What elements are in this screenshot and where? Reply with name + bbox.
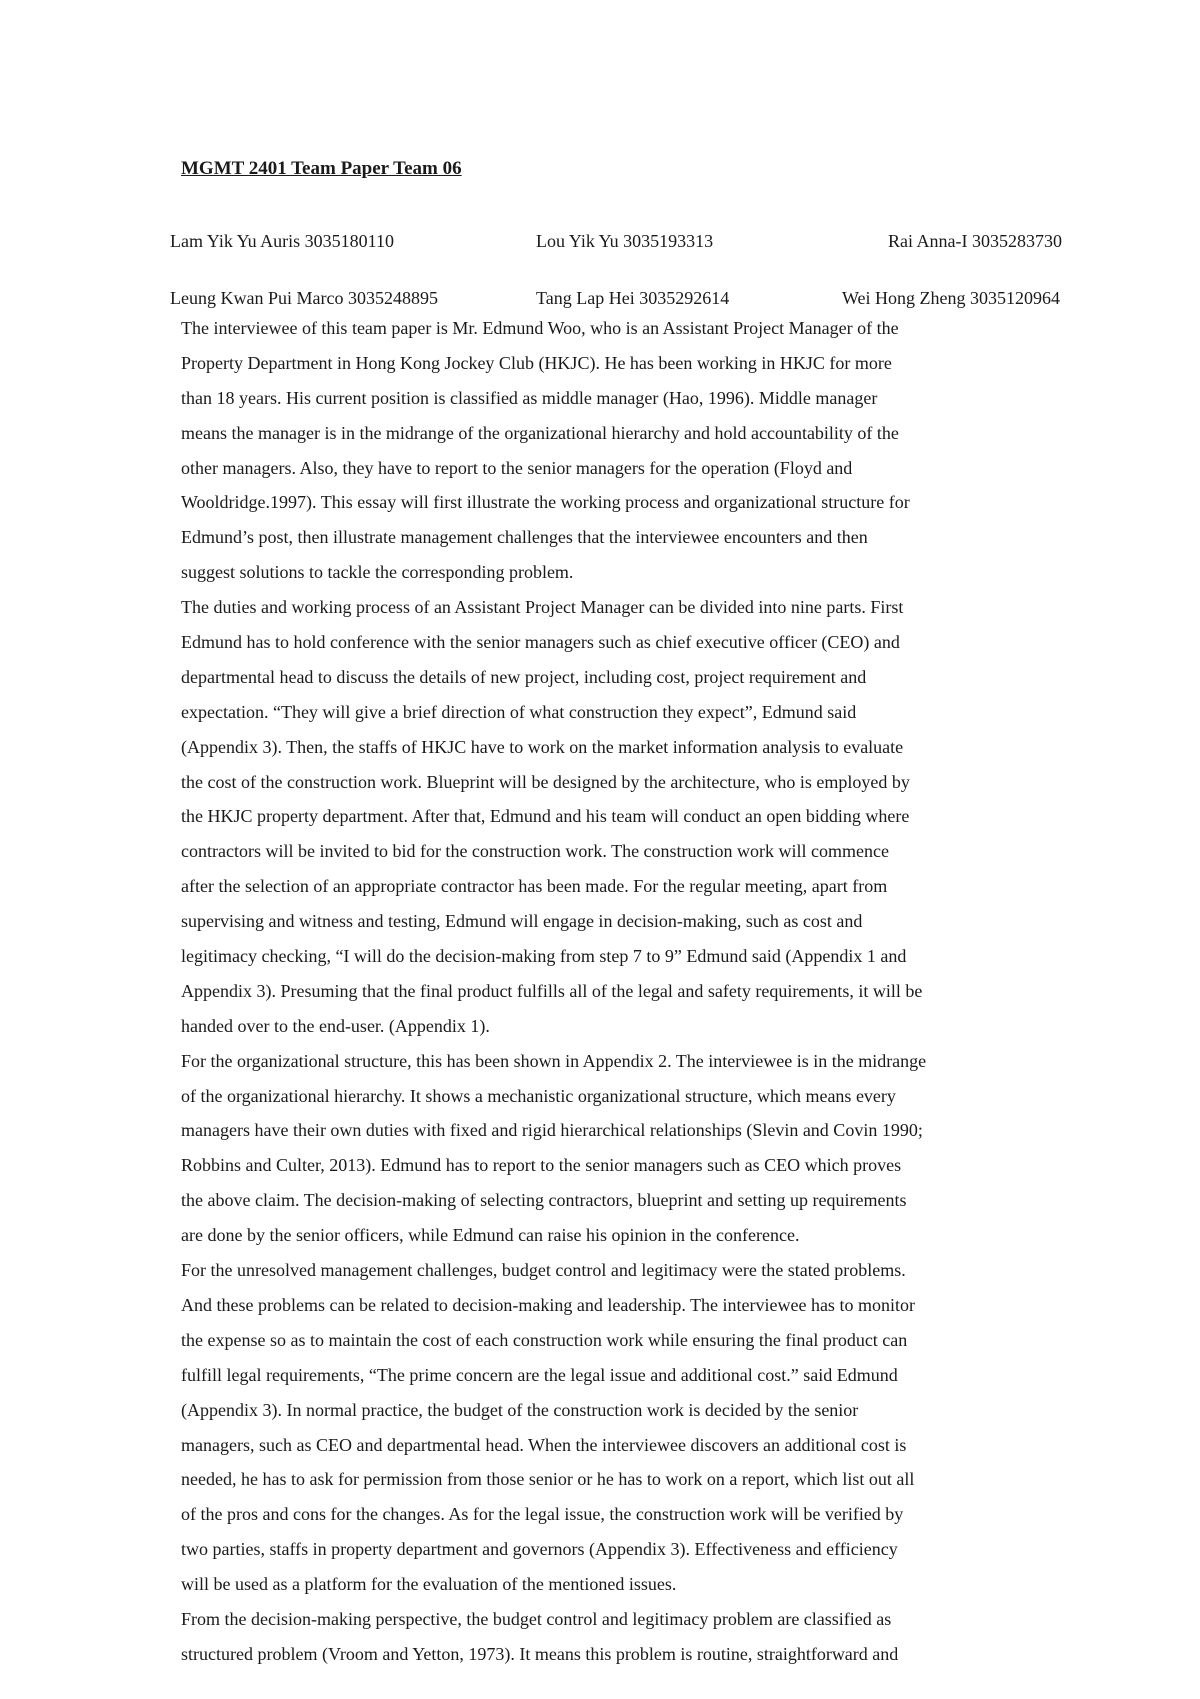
text-line: two parties, staffs in property department and governors (Appendix 3). Effectiveness and efficiency xyxy=(181,1539,898,1560)
text-line: (Appendix 3). Then, the staffs of HKJC have to work on the market information analysis to evaluate xyxy=(181,736,904,757)
text-line: suggest solutions to tackle the corresponding problem. xyxy=(181,562,574,583)
text-line: supervising and witness and testing, Edmund will engage in decision-making, such as cost and xyxy=(181,911,863,932)
text-line: the expense so as to maintain the cost of each construction work while ensuring the final product can xyxy=(181,1329,908,1350)
text-line: needed, he has to ask for permission from those senior or he has to work on a report, which list out all xyxy=(181,1469,915,1490)
text-line: Robbins and Culter, 2013). Edmund has to report to the senior managers such as CEO which proves xyxy=(181,1155,902,1176)
text-line: after the selection of an appropriate contractor has been made. For the regular meeting, apart from xyxy=(181,876,888,897)
text-line: handed over to the end-user. (Appendix 1). xyxy=(181,1015,490,1036)
author-entry: Tang Lap Hei 3035292614 xyxy=(536,288,730,308)
text-line: the cost of the construction work. Blueprint will be designed by the architecture, who is employed by xyxy=(181,771,910,792)
text-line: managers, such as CEO and departmental head. When the interviewee discovers an additional cost is xyxy=(181,1434,907,1455)
text-line: Edmund has to hold conference with the senior managers such as chief executive officer (CEO) and xyxy=(181,632,900,653)
text-line: The duties and working process of an Assistant Project Manager can be divided into nine parts. First xyxy=(181,597,904,618)
text-line: contractors will be invited to bid for the construction work. The construction work will commence xyxy=(181,841,889,862)
author-entry: Leung Kwan Pui Marco 3035248895 xyxy=(170,288,438,308)
text-line: (Appendix 3). In normal practice, the budget of the construction work is decided by the senior xyxy=(181,1399,859,1420)
text-line: From the decision-making perspective, the budget control and legitimacy problem are classified as xyxy=(181,1608,892,1629)
text-line: structured problem (Vroom and Yetton, 1973). It means this problem is routine, straightforward and xyxy=(181,1643,899,1664)
text-line: Edmund’s post, then illustrate management challenges that the interviewee encounters and then xyxy=(181,527,868,548)
text-line: For the unresolved management challenges, budget control and legitimacy were the stated problems. xyxy=(181,1260,906,1281)
text-line: Wooldridge.1997). This essay will first illustrate the working process and organizational structure for xyxy=(181,492,910,513)
text-line: For the organizational structure, this has been shown in Appendix 2. The interviewee is in the midrange xyxy=(181,1050,927,1071)
author-entry: Lou Yik Yu 3035193313 xyxy=(536,231,714,251)
text-line: are done by the senior officers, while Edmund can raise his opinion in the conference. xyxy=(181,1225,800,1246)
text-line: of the pros and cons for the changes. As for the legal issue, the construction work will be verified by xyxy=(181,1504,904,1525)
text-line: other managers. Also, they have to report to the senior managers for the operation (Floyd and xyxy=(181,457,853,478)
text-line: Property Department in Hong Kong Jockey Club (HKJC). He has been working in HKJC for more xyxy=(181,352,892,373)
text-line: expectation. “They will give a brief direction of what construction they expect”, Edmund said xyxy=(181,701,857,722)
text-line: And these problems can be related to decision-making and leadership. The interviewee has to monitor xyxy=(181,1294,915,1315)
document-title: MGMT 2401 Team Paper Team 06 xyxy=(181,158,462,179)
text-line: managers have their own duties with fixed and rigid hierarchical relationships (Slevin and Covin 1990; xyxy=(181,1120,923,1141)
body-text xyxy=(181,311,1021,1672)
text-line: departmental head to discuss the details of new project, including cost, project requirement and xyxy=(181,666,867,687)
text-line: Appendix 3). Presuming that the final product fulfills all of the legal and safety requirements, it will be xyxy=(181,980,923,1001)
text-line: legitimacy checking, “I will do the decision-making from step 7 to 9” Edmund said (Appendix 1 and xyxy=(181,946,907,967)
text-line: the above claim. The decision-making of selecting contractors, blueprint and setting up requirements xyxy=(181,1190,907,1211)
text-line: the HKJC property department. After that, Edmund and his team will conduct an open bidding where xyxy=(181,806,910,827)
author-entry: Lam Yik Yu Auris 3035180110 xyxy=(170,231,394,251)
text-line: of the organizational hierarchy. It shows a mechanistic organizational structure, which means every xyxy=(181,1085,896,1106)
text-line: The interviewee of this team paper is Mr. Edmund Woo, who is an Assistant Project Manager of the xyxy=(181,318,899,338)
author-entry: Rai Anna-I 3035283730 xyxy=(888,231,1062,251)
author-entry: Wei Hong Zheng 3035120964 xyxy=(842,288,1061,308)
text-line: than 18 years. His current position is classified as middle manager (Hao, 1996). Middle manager xyxy=(181,387,878,408)
text-line: will be used as a platform for the evaluation of the mentioned issues. xyxy=(181,1574,677,1595)
text-line: fulfill legal requirements, “The prime concern are the legal issue and additional cost.” said Edmund xyxy=(181,1364,898,1385)
text-line: means the manager is in the midrange of the organizational hierarchy and hold accountability of the xyxy=(181,422,899,443)
